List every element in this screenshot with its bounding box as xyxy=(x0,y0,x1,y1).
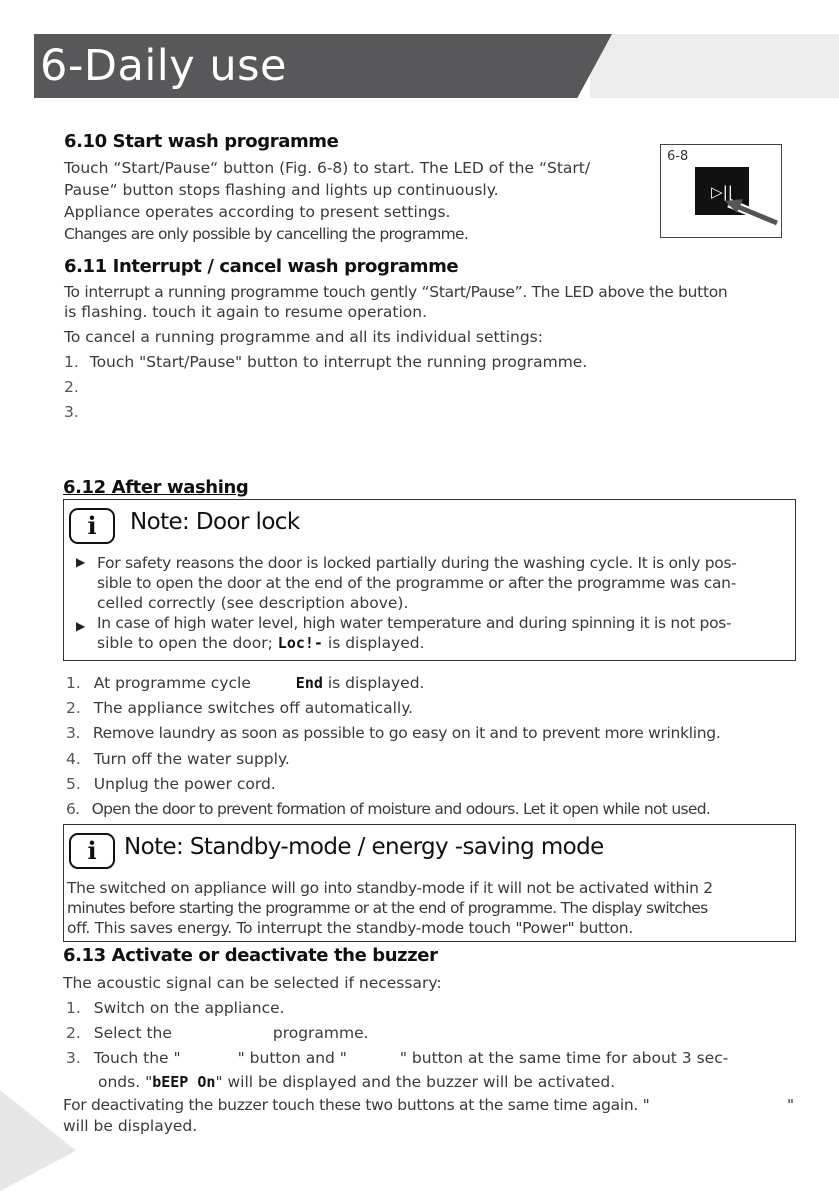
list-text: The appliance switches off automatically. xyxy=(93,699,414,717)
paragraph-line: To interrupt a running programme touch gently “Start/Pause”. The LED above the button xyxy=(64,283,728,301)
list-text: At programme cycle xyxy=(93,674,251,692)
display-code-beep-on: bEEP On xyxy=(152,1073,216,1091)
list-item xyxy=(66,997,285,1019)
list-text: Touch "Start/Pause" button to interrupt the running programme. xyxy=(89,353,588,371)
paragraph-line: The acoustic signal can be selected if necessary: xyxy=(63,974,442,992)
section-heading-6-13: 6.13 Activate or deactivate the buzzer xyxy=(63,945,438,966)
list-text: Turn off the water supply. xyxy=(93,750,290,768)
paragraph-line: To cancel a running programme and all its individual settings: xyxy=(64,328,543,346)
note-box-door-lock xyxy=(63,499,796,661)
list-item xyxy=(64,401,79,423)
list-text: " button and " xyxy=(237,1049,347,1067)
list-text: is displayed. xyxy=(327,674,425,692)
figure-6-8 xyxy=(660,144,782,238)
list-number: 2. xyxy=(64,378,79,396)
list-item xyxy=(66,697,413,719)
note-text: sible to open the door; xyxy=(97,634,273,652)
list-number: 5. xyxy=(66,775,81,793)
list-item xyxy=(64,376,79,398)
note-text: is displayed. xyxy=(327,634,425,652)
bullet-arrow-icon: ▶ xyxy=(76,619,86,633)
list-number: 1. xyxy=(66,674,81,692)
info-icon: i xyxy=(69,833,115,869)
list-item-continuation xyxy=(98,1071,615,1093)
paragraph-line: Pause“ button stops flashing and lights up continuously. xyxy=(64,181,499,199)
list-number: 2. xyxy=(66,699,81,717)
list-number: 2. xyxy=(66,1024,81,1042)
paragraph-line: will be displayed. xyxy=(63,1117,198,1135)
display-code-lock: Loc!- xyxy=(277,634,323,652)
list-text: Unplug the power cord. xyxy=(93,775,276,793)
list-number: 1. xyxy=(66,999,81,1017)
pointer-arrow-icon xyxy=(725,195,781,235)
list-number: 4. xyxy=(66,750,81,768)
section-heading-6-12: 6.12 After washing xyxy=(63,477,249,498)
list-text: Open the door to prevent formation of moisture and odours. Let it open while not used. xyxy=(91,800,711,818)
list-text: Switch on the appliance. xyxy=(93,999,285,1017)
list-item xyxy=(66,773,276,795)
note-box-standby xyxy=(63,824,796,942)
list-text: Remove laundry as soon as possible to go easy on it and to prevent more wrinkling. xyxy=(92,724,721,742)
note-line: minutes before starting the programme or at the end of programme. The display switches xyxy=(67,899,708,917)
list-number: 1. xyxy=(64,353,79,371)
note-line xyxy=(97,632,425,654)
header-band-light xyxy=(590,34,839,98)
paragraph-line: Appliance operates according to present settings. xyxy=(64,203,451,221)
page-title: 6-Daily use xyxy=(40,41,287,91)
section-heading-6-11: 6.11 Interrupt / cancel wash programme xyxy=(64,256,459,277)
list-number: 3. xyxy=(66,724,81,742)
list-item xyxy=(66,722,720,744)
note-line: For safety reasons the door is locked partially during the washing cycle. It is only pos- xyxy=(97,554,737,572)
list-item xyxy=(66,1022,369,1044)
list-text: programme. xyxy=(272,1024,369,1042)
note-title: Note: Standby-mode / energy -saving mode xyxy=(124,834,604,860)
note-line: sible to open the door at the end of the programme or after the programme was can- xyxy=(97,574,736,592)
bullet-arrow-icon: ▶ xyxy=(76,555,86,569)
section-heading-6-10: 6.10 Start wash programme xyxy=(64,131,339,152)
list-item xyxy=(66,798,710,820)
paragraph-line: is flashing. touch it again to resume operation. xyxy=(64,303,428,321)
note-line: The switched on appliance will go into standby-mode if it will not be activated within 2 xyxy=(67,879,713,897)
figure-label: 6-8 xyxy=(667,149,689,164)
list-number: 6. xyxy=(66,800,80,818)
play-pause-icon: ▷|| xyxy=(711,183,733,201)
paragraph-line: For deactivating the buzzer touch these two buttons at the same time again. " xyxy=(63,1096,650,1114)
list-item xyxy=(64,351,587,373)
paragraph-line: " xyxy=(787,1096,795,1114)
list-item xyxy=(66,672,424,694)
list-item xyxy=(66,1047,728,1069)
note-line: celled correctly (see description above). xyxy=(97,594,409,612)
note-line: off. This saves energy. To interrupt the standby-mode touch "Power" button. xyxy=(67,919,633,937)
list-text: " button at the same time for about 3 sec- xyxy=(399,1049,729,1067)
paragraph-line: Touch “Start/Pause“ button (Fig. 6-8) to start. The LED of the “Start/ xyxy=(64,159,591,177)
list-text: " will be displayed and the buzzer will be activated. xyxy=(215,1073,616,1091)
list-number: 3. xyxy=(64,403,79,421)
note-line: In case of high water level, high water temperature and during spinning it is not pos- xyxy=(97,614,732,632)
list-text: Select the xyxy=(93,1024,172,1042)
list-item xyxy=(66,748,290,770)
paragraph-line: Changes are only possible by cancelling the programme. xyxy=(64,225,469,243)
list-text: onds. " xyxy=(98,1073,153,1091)
list-number: 3. xyxy=(66,1049,81,1067)
display-code-end: End xyxy=(295,674,323,692)
list-text: Touch the " xyxy=(93,1049,181,1067)
note-title: Note: Door lock xyxy=(130,509,300,535)
info-icon: i xyxy=(69,508,115,544)
